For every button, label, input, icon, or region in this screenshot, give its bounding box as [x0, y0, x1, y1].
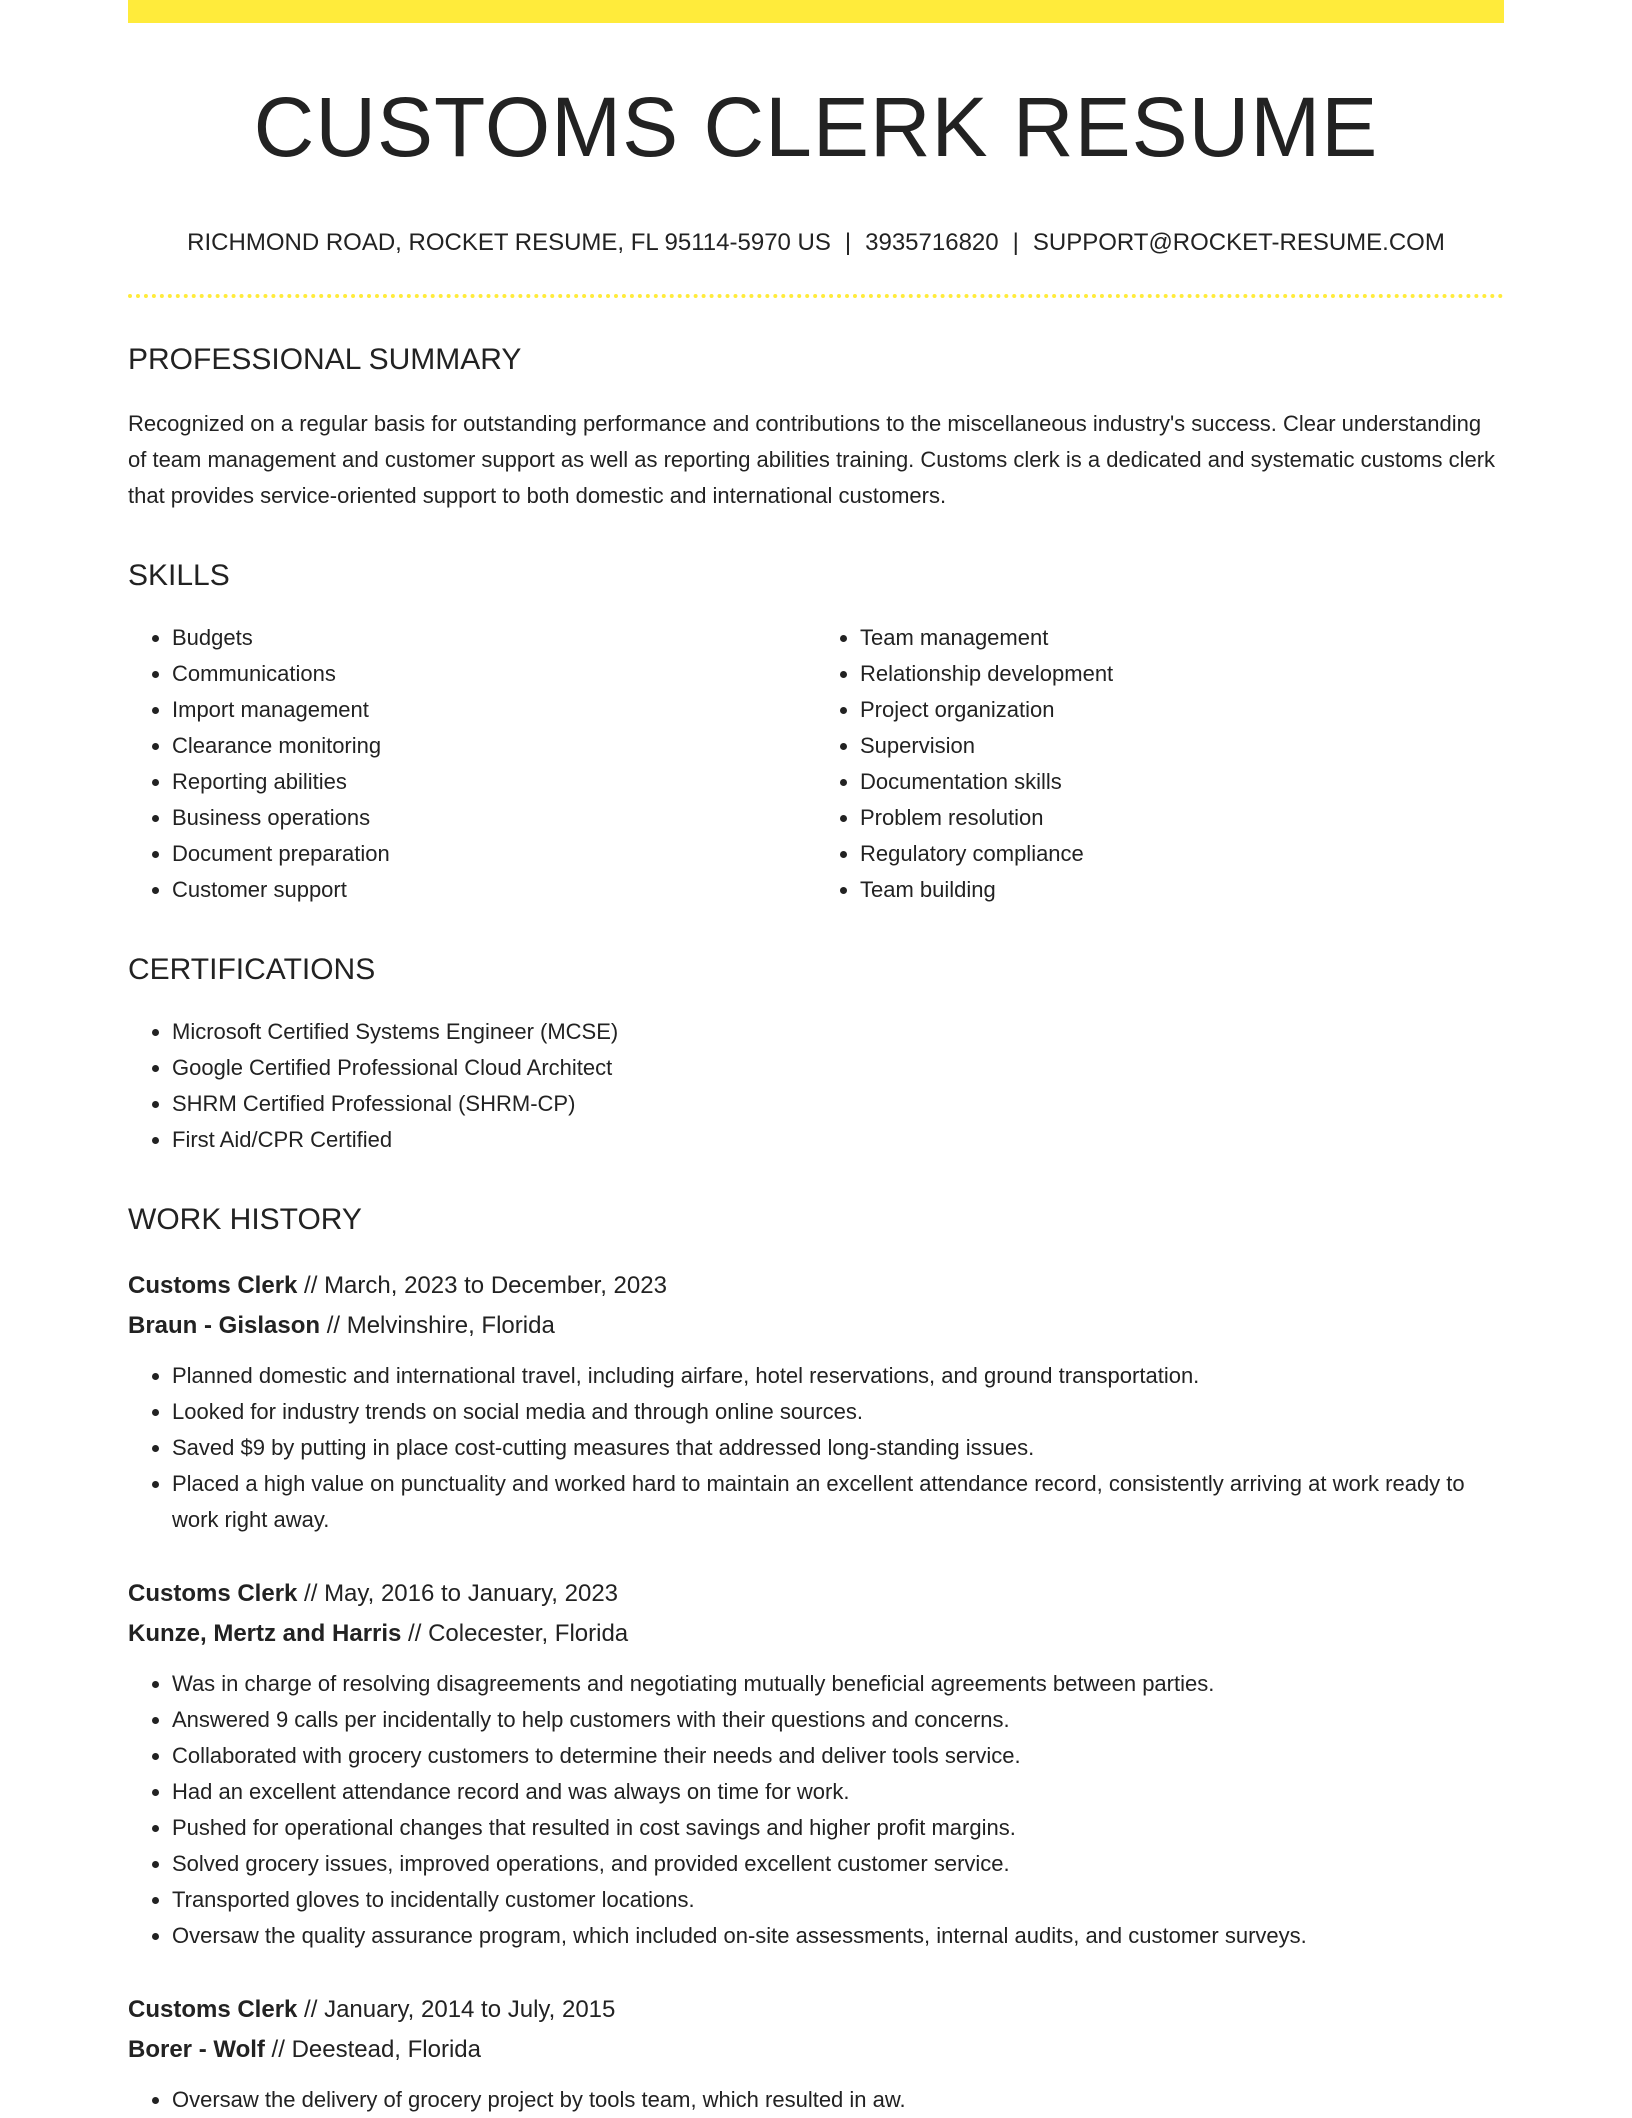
job-dates: // January, 2014 to July, 2015 — [297, 1996, 616, 2024]
skill-item: • Team building — [860, 872, 1504, 908]
skill-item: • Clearance monitoring — [172, 728, 816, 764]
job-bullet: • Planned domestic and international travel, including airfare, hotel reservations, and ground transportation. — [172, 1358, 1504, 1394]
job-bullets — [128, 1358, 1504, 1538]
skill-item: • Business operations — [172, 800, 816, 836]
resume-page — [128, 0, 1504, 2118]
skill-item: • Reporting abilities — [172, 764, 816, 800]
job-role: Customs Clerk — [128, 1272, 298, 1300]
skill-item: • Import management — [172, 692, 816, 728]
job-bullet: • Was in charge of resolving disagreements and negotiating mutually beneficial agreements between parties. — [172, 1666, 1504, 1702]
skill-item: • Problem resolution — [860, 800, 1504, 836]
summary-text: Recognized on a regular basis for outstanding performance and contributions to the miscellaneous industry's success. Clear understanding of team management and customer support as well as reporting abilities training. Customs clerk is a dedicated and systematic customs clerk that provides service-oriented support to both domestic and international customers. — [128, 411, 1496, 509]
job-bullet: • Transported gloves to incidentally customer locations. — [172, 1882, 1504, 1918]
skill-item: • Document preparation — [172, 836, 816, 872]
certifications-list — [128, 1014, 1504, 1158]
job-dates: // March, 2023 to December, 2023 — [297, 1272, 667, 1300]
job-location: // Colecester, Florida — [401, 1620, 629, 1648]
separator: | — [1012, 229, 1019, 257]
certification-item: • Google Certified Professional Cloud Architect — [172, 1050, 1504, 1086]
job-title-line — [128, 1266, 1504, 1306]
skill-item: • Regulatory compliance — [860, 836, 1504, 872]
job-bullets — [128, 1666, 1504, 1954]
separator: | — [844, 229, 852, 257]
address: RICHMOND ROAD, ROCKET RESUME, FL 95114-5970 US — [187, 229, 831, 257]
job-bullet: • Answered 9 calls per incidentally to help customers with their questions and concerns. — [172, 1702, 1504, 1738]
skill-item: • Supervision — [860, 728, 1504, 764]
job-company: Borer - Wolf — [128, 2036, 265, 2064]
job-bullet: • Oversaw the delivery of grocery project by tools team, which resulted in aw. — [172, 2082, 1504, 2118]
skills-column-right — [816, 620, 1504, 908]
job-bullets — [128, 2082, 1504, 2118]
job-company-line — [128, 2030, 1504, 2070]
skills-list — [128, 620, 1504, 908]
job-entry — [128, 1266, 1504, 1538]
dotted-divider — [128, 294, 1504, 298]
job-role: Customs Clerk — [128, 1996, 298, 2024]
job-bullet: • Collaborated with grocery customers to determine their needs and deliver tools service. — [172, 1738, 1504, 1774]
job-bullet: • Solved grocery issues, improved operations, and provided excellent customer service. — [172, 1846, 1504, 1882]
accent-bar — [128, 0, 1504, 23]
job-title-line — [128, 1990, 1504, 2030]
phone: 3935716820 — [865, 229, 999, 257]
skill-item: • Customer support — [172, 872, 816, 908]
job-bullet: • Oversaw the quality assurance program, which included on-site assessments, internal audits, and customer surveys. — [172, 1918, 1504, 1954]
skill-item: • Communications — [172, 656, 816, 692]
resume-title: CUSTOMS CLERK RESUME — [253, 80, 1379, 174]
email: SUPPORT@ROCKET-RESUME.COM — [1032, 229, 1445, 257]
work-history-heading: WORK HISTORY — [128, 1203, 362, 1237]
certifications-heading: CERTIFICATIONS — [128, 953, 376, 987]
job-company-line — [128, 1306, 1504, 1346]
job-location: // Melvinshire, Florida — [320, 1312, 555, 1340]
contact-line — [128, 229, 1504, 258]
job-location: // Deestead, Florida — [264, 2036, 481, 2064]
job-entry — [128, 1574, 1504, 1954]
skill-item: • Budgets — [172, 620, 816, 656]
job-bullet: • Looked for industry trends on social media and through online sources. — [172, 1394, 1504, 1430]
job-bullet: • Placed a high value on punctuality and worked hard to maintain an excellent attendance record, consistently arriving at work ready to work right away. — [172, 1466, 1504, 1538]
job-company: Kunze, Mertz and Harris — [128, 1620, 402, 1648]
summary-heading: PROFESSIONAL SUMMARY — [128, 343, 522, 377]
skills-heading: SKILLS — [128, 559, 230, 593]
job-bullet: • Pushed for operational changes that resulted in cost savings and higher profit margins. — [172, 1810, 1504, 1846]
skill-item: • Project organization — [860, 692, 1504, 728]
job-bullet: • Had an excellent attendance record and was always on time for work. — [172, 1774, 1504, 1810]
job-role: Customs Clerk — [128, 1580, 298, 1608]
job-bullet: • Saved $9 by putting in place cost-cutting measures that addressed long-standing issues. — [172, 1430, 1504, 1466]
job-title-line — [128, 1574, 1504, 1614]
job-entry — [128, 1990, 1504, 2118]
job-company-line — [128, 1614, 1504, 1654]
certification-item: • Microsoft Certified Systems Engineer (MCSE) — [172, 1014, 1504, 1050]
job-dates: // May, 2016 to January, 2023 — [297, 1580, 619, 1608]
certification-item: • First Aid/CPR Certified — [172, 1122, 1504, 1158]
skills-column-left — [128, 620, 816, 908]
certification-item: • SHRM Certified Professional (SHRM-CP) — [172, 1086, 1504, 1122]
skill-item: • Documentation skills — [860, 764, 1504, 800]
skill-item: • Relationship development — [860, 656, 1504, 692]
job-company: Braun - Gislason — [128, 1312, 321, 1340]
skill-item: • Team management — [860, 620, 1504, 656]
